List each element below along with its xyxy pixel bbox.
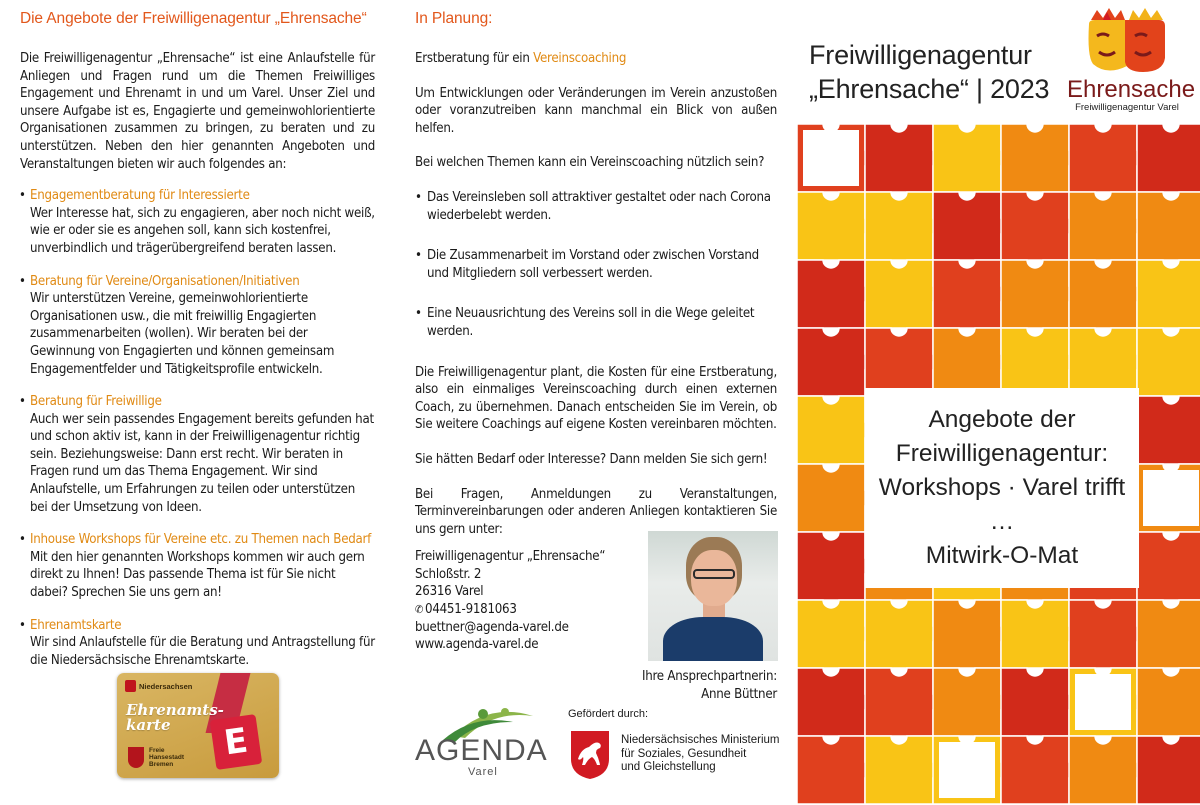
niedersachsen-horse-icon — [569, 729, 611, 781]
service-text: Wir unterstützen Vereine, gemeinwohlorientierte Organisationen usw., die mit freiwillig Engagierten zusammenarbeiten (wollen). Wir beraten bei der Gewinnung von Engagierten und können gemeinsam Engagementfelder und Tätigkeitsprofile entwickeln. — [30, 291, 335, 377]
topic-item — [415, 189, 777, 224]
ehrensache-masks-icon — [1067, 6, 1187, 78]
interest-paragraph: Sie hätten Bedarf oder Interesse? Dann melden Sie sich gern! — [415, 451, 768, 467]
card-city-line: Hansestadt — [149, 754, 185, 761]
puzzle-background — [797, 124, 1200, 805]
puzzle-piece — [1137, 396, 1200, 464]
logo-sub: Freiwilligenagentur Varel — [1075, 102, 1179, 113]
contact-person-label: Ihre Ansprechpartnerin: — [641, 669, 777, 684]
puzzle-piece — [865, 260, 941, 328]
service-item — [20, 393, 375, 516]
service-title: Inhouse Workshops für Vereine etc. zu Themen nach Bedarf — [30, 532, 372, 548]
planning-heading: In Planung: — [415, 10, 493, 27]
contact-org: Freiwilligenagentur „Ehrensache“ — [415, 549, 606, 565]
puzzle-gap — [939, 742, 995, 798]
contact-person — [615, 668, 777, 703]
contact-web[interactable]: www.agenda-varel.de — [415, 637, 539, 653]
photo-body — [663, 617, 763, 661]
puzzle-piece — [865, 600, 941, 668]
puzzle-piece — [797, 736, 873, 804]
logo-word: Ehrensache — [1067, 76, 1196, 103]
phone-icon: ✆ — [415, 603, 424, 617]
card-city-line: Bremen — [149, 761, 174, 768]
puzzle-piece — [797, 328, 873, 396]
cover-title-line: „Ehrensache“ | 2023 — [809, 74, 1050, 104]
puzzle-piece — [797, 260, 873, 328]
coaching-lead — [415, 50, 777, 68]
ministry-line: für Soziales, Gesundheit — [621, 747, 747, 760]
puzzle-piece — [1069, 192, 1145, 260]
puzzle-piece — [865, 328, 941, 396]
photo-glasses — [693, 569, 735, 579]
service-title: Beratung für Freiwillige — [30, 394, 162, 410]
bullet: • — [19, 273, 26, 289]
puzzle-piece — [1137, 532, 1200, 600]
puzzle-piece — [933, 260, 1009, 328]
service-text: Mit den hier genannten Workshops kommen wir auch gern direkt zu Ihnen! Das passende Thema ist für Sie nicht dabei? Sprechen Sie uns gern an! — [30, 549, 365, 601]
cover-title-line: Freiwilligenagentur — [809, 40, 1032, 70]
bremen-crest-icon — [128, 747, 144, 768]
column-cover — [797, 0, 1200, 805]
card-title-line: Ehrenamts- — [126, 701, 224, 719]
puzzle-gap — [803, 130, 859, 186]
puzzle-piece — [933, 600, 1009, 668]
cost-paragraph: Die Freiwilligenagentur plant, die Kosten für eine Erstberatung, also ein einmaliges Vereinscoaching durch einen externen Coach, zu übernehmen. Danach entscheiden Sie im Verein, ob Sie weitere Coachings auf eigene Kosten vereinbaren möchten. — [415, 364, 777, 433]
puzzle-gap — [1143, 470, 1199, 526]
contact-city: 26316 Varel — [415, 584, 484, 600]
coaching-paragraph: Um Entwicklungen oder Veränderungen im Verein anzustoßen oder voranzutreiben kann manchmal ein Blick von außen helfen. — [415, 85, 777, 136]
ministry-name — [621, 734, 780, 775]
agenda-sub: Varel — [468, 766, 498, 778]
puzzle-piece — [797, 600, 873, 668]
topic-text: Das Vereinsleben soll attraktiver gestaltet oder nach Corona wiederbelebt werden. — [427, 189, 771, 223]
bullet: • — [19, 532, 26, 548]
puzzle-piece — [1001, 736, 1077, 804]
cover-center-text — [865, 403, 1139, 573]
cover-center-line: Workshops · Varel trifft … — [878, 474, 1126, 535]
puzzle-piece — [1001, 328, 1077, 396]
contact-street: Schloßstr. 2 — [415, 566, 482, 582]
contact-phone[interactable]: 04451-9181063 — [425, 602, 517, 618]
bullet: • — [415, 189, 422, 205]
coaching-lead-prefix: Erstberatung für ein — [415, 51, 534, 66]
puzzle-piece — [797, 668, 873, 736]
puzzle-piece — [1001, 260, 1077, 328]
service-title: Beratung für Vereine/Organisationen/Initiativen — [30, 273, 300, 289]
puzzle-piece — [1001, 124, 1077, 192]
ministry-line: und Gleichstellung — [621, 761, 716, 773]
puzzle-piece — [933, 668, 1009, 736]
service-text: Auch wer sein passendes Engagement bereits gefunden hat und schon aktiv ist, kann in der Freiwilligenagentur richtig sein. Beziehungsweise: Dann erst recht. Wir beraten in Fragen rund um das Thema Engagement. Wir sind Anlaufstelle, um Erfahrungen zu teilen oder unterstützen bei der Umsetzung von Ideen. — [30, 411, 374, 515]
card-city — [149, 747, 184, 768]
puzzle-piece — [797, 192, 873, 260]
puzzle-piece — [865, 668, 941, 736]
niedersachsen-crest-icon — [125, 680, 136, 692]
puzzle-piece — [1137, 600, 1200, 668]
puzzle-piece — [1069, 260, 1145, 328]
bullet: • — [415, 306, 422, 322]
puzzle-piece — [865, 736, 941, 804]
coaching-lead-accent: Vereinscoaching — [533, 51, 627, 66]
bullet: • — [19, 394, 26, 410]
service-item — [20, 531, 375, 601]
column-offers — [0, 0, 395, 805]
puzzle-piece — [1001, 192, 1077, 260]
card-title — [126, 703, 224, 733]
puzzle-piece — [1001, 600, 1077, 668]
coaching-question: Bei welchen Themen kann ein Vereinscoaching nützlich sein? — [415, 155, 765, 171]
contact-email[interactable]: buettner@agenda-varel.de — [415, 619, 569, 635]
contact-intro: Bei Fragen, Anmeldungen zu Veranstaltungen, Terminvereinbarungen oder anderen Anliegen kontaktieren Sie uns gern unter: — [415, 486, 777, 537]
service-text: Wer Interesse hat, sich zu engagieren, aber noch nicht weiß, wie er oder sie es angehen soll, kann sich kostenfrei, unverbindlich und trägerübergreifend beraten lassen. — [30, 205, 375, 256]
card-city-line: Freie — [149, 747, 165, 754]
bullet: • — [19, 617, 26, 633]
bullet: • — [415, 248, 422, 264]
ehrenamtskarte-image — [117, 673, 279, 778]
column-planning — [395, 0, 795, 805]
service-item — [20, 187, 375, 257]
card-title-line: karte — [126, 716, 171, 734]
puzzle-piece — [1069, 124, 1145, 192]
puzzle-piece — [933, 192, 1009, 260]
puzzle-piece — [1001, 668, 1077, 736]
contact-person-photo — [648, 531, 778, 661]
topic-text: Eine Neuausrichtung des Vereins soll in die Wege geleitet werden. — [427, 306, 755, 339]
cover-center-line: Mitwirk-O-Mat — [925, 542, 1079, 569]
service-text: Wir sind Anlaufstelle für die Beratung und Antragstellung für die Niedersächsische Ehrenamtskarte. — [30, 635, 375, 668]
puzzle-piece — [797, 532, 873, 600]
offers-intro: Die Freiwilligenagentur „Ehrensache“ ist eine Anlaufstelle für Anliegen und Fragen rund um die Themen Freiwilliges Engagement und Ehrenamt in und um Varel. Unser Ziel und unsere Aufgabe ist es, Engagierte und gemeinwohlorientierte Organisationen zusammen zu bringen, zu beraten und zu unterstützen. Neben den hier genannten Angeboten und Veranstaltungen bieten wir auch folgendes an: — [20, 51, 375, 172]
puzzle-piece — [797, 396, 873, 464]
puzzle-piece — [1137, 328, 1200, 396]
service-title: Ehrenamtskarte — [30, 617, 122, 633]
offers-heading: Die Angebote der Freiwilligenagentur „Ehrensache“ — [20, 10, 367, 27]
cover-title — [809, 38, 1049, 106]
puzzle-piece — [1069, 328, 1145, 396]
puzzle-piece — [933, 328, 1009, 396]
topic-item — [415, 247, 777, 282]
topic-text: Die Zusammenarbeit im Vorstand oder zwischen Vorstand und Mitgliedern soll verbessert werden. — [427, 248, 759, 281]
puzzle-piece — [1069, 600, 1145, 668]
agenda-varel-logo — [413, 704, 553, 784]
topic-item — [415, 305, 777, 340]
puzzle-gap — [1075, 674, 1131, 730]
service-title: Engagementberatung für Interessierte — [30, 188, 250, 204]
service-item — [20, 617, 375, 670]
ministry-line: Niedersächsisches Ministerium — [621, 734, 780, 746]
cover-center-line: Angebote der — [928, 406, 1076, 433]
puzzle-piece — [1137, 192, 1200, 260]
contact-person-name: Anne Büttner — [701, 686, 777, 702]
agenda-name: AGENDA — [415, 734, 548, 767]
card-medal: E — [210, 714, 263, 770]
funded-by-label: Gefördert durch: — [568, 708, 649, 720]
puzzle-piece — [865, 124, 941, 192]
ehrensache-logo — [1067, 6, 1196, 118]
puzzle-piece — [1137, 668, 1200, 736]
cover-center-line: Freiwilligenagentur: — [895, 440, 1109, 467]
cover-center-box — [865, 388, 1139, 588]
puzzle-piece — [1137, 736, 1200, 804]
bullet: • — [19, 188, 26, 204]
puzzle-piece — [1137, 124, 1200, 192]
puzzle-piece — [933, 124, 1009, 192]
card-state: Niedersachsen — [139, 682, 193, 691]
service-item — [20, 273, 375, 379]
puzzle-piece — [1069, 736, 1145, 804]
puzzle-piece — [797, 464, 873, 532]
puzzle-piece — [1137, 260, 1200, 328]
puzzle-piece — [865, 192, 941, 260]
